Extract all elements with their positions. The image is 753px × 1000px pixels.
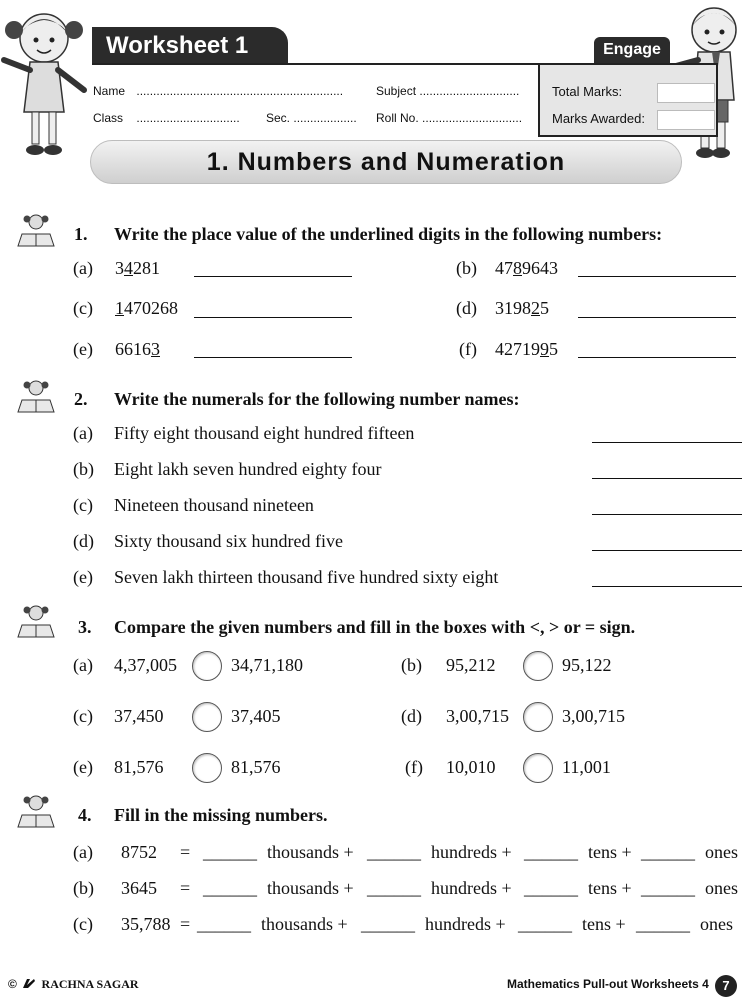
item-label: (f) bbox=[405, 757, 423, 777]
answer-blank[interactable]: ______ bbox=[524, 878, 578, 898]
name-label: Name bbox=[93, 84, 126, 98]
girl-illustration bbox=[0, 0, 90, 165]
item-label: (e) bbox=[73, 339, 93, 359]
answer-blank[interactable]: ______ bbox=[518, 914, 572, 934]
answer-blank[interactable]: ______ bbox=[641, 878, 695, 898]
underlined-digit: 8 bbox=[513, 258, 522, 278]
marks-awarded-slot[interactable] bbox=[657, 110, 715, 130]
book-title: Mathematics Pull-out Worksheets 4 bbox=[507, 977, 709, 991]
left-number: 4,37,005 bbox=[114, 655, 177, 675]
item-label: (f) bbox=[459, 339, 477, 359]
left-number: 37,450 bbox=[114, 706, 164, 726]
number-value: 1470268 bbox=[115, 298, 178, 318]
copyright-symbol: © bbox=[8, 977, 17, 991]
q1-text: Write the place value of the underlined digits in the following numbers: bbox=[114, 224, 663, 244]
equals-sign: = bbox=[180, 842, 191, 862]
marks-box bbox=[538, 63, 718, 137]
right-number: 37,405 bbox=[231, 706, 281, 726]
item-label: (e) bbox=[73, 757, 93, 777]
number-value: 4789643 bbox=[495, 258, 558, 278]
number-name: Eight lakh seven hundred eighty four bbox=[114, 459, 382, 479]
q1-number: 1. bbox=[74, 224, 88, 244]
number-value: 34281 bbox=[115, 258, 160, 278]
compare-circle[interactable] bbox=[523, 753, 553, 783]
answer-blank[interactable]: ______ bbox=[367, 878, 421, 898]
left-number: 95,212 bbox=[446, 655, 496, 675]
publisher-credit bbox=[8, 977, 139, 992]
roll-dots: .............................. bbox=[422, 111, 523, 125]
answer-blank[interactable]: ______ bbox=[524, 842, 578, 862]
girl-reading-icon bbox=[16, 212, 56, 248]
subject-label: Subject bbox=[376, 84, 417, 98]
item-label: (e) bbox=[73, 567, 93, 587]
answer-blank[interactable] bbox=[578, 276, 736, 277]
underlined-digit: 4 bbox=[124, 258, 133, 278]
answer-blank[interactable] bbox=[592, 514, 742, 515]
header-divider bbox=[92, 63, 540, 65]
item-label: (b) bbox=[73, 459, 94, 479]
item-label: (d) bbox=[401, 706, 422, 726]
given-number: 35,788 bbox=[121, 914, 171, 934]
right-number: 81,576 bbox=[231, 757, 281, 777]
q1-item-c bbox=[73, 298, 178, 319]
ones-word: ones bbox=[705, 878, 738, 898]
right-number: 3,00,715 bbox=[562, 706, 625, 726]
item-label: (c) bbox=[73, 706, 93, 726]
item-label: (a) bbox=[73, 655, 93, 675]
page-number: 7 bbox=[715, 975, 737, 997]
compare-circle[interactable] bbox=[192, 753, 222, 783]
left-number: 81,576 bbox=[114, 757, 164, 777]
total-marks-slot[interactable] bbox=[657, 83, 715, 103]
q1-item-f bbox=[459, 339, 558, 360]
sec-field[interactable] bbox=[266, 111, 357, 125]
subject-field[interactable] bbox=[376, 84, 519, 98]
hundreds-word: hundreds + bbox=[425, 914, 506, 934]
hundreds-word: hundreds + bbox=[431, 842, 512, 862]
item-label: (c) bbox=[73, 914, 93, 934]
engage-badge: Engage bbox=[594, 37, 670, 63]
number-name: Nineteen thousand nineteen bbox=[114, 495, 314, 515]
roll-label: Roll No. bbox=[376, 111, 419, 125]
answer-blank[interactable] bbox=[592, 586, 742, 587]
item-label: (c) bbox=[73, 298, 93, 318]
class-label: Class bbox=[93, 111, 124, 125]
number-name: Fifty eight thousand eight hundred fifteen bbox=[114, 423, 415, 443]
publisher-name: RACHNA SAGAR bbox=[41, 977, 139, 991]
subject-dots: .............................. bbox=[419, 84, 520, 98]
answer-blank[interactable] bbox=[194, 357, 352, 358]
number-name: Sixty thousand six hundred five bbox=[114, 531, 343, 551]
compare-circle[interactable] bbox=[192, 651, 222, 681]
hundreds-word: hundreds + bbox=[431, 878, 512, 898]
number-value: 66163 bbox=[115, 339, 160, 359]
girl-reading-icon bbox=[16, 378, 56, 414]
q3-text: Compare the given numbers and fill in the boxes with <, > or = sign. bbox=[114, 617, 636, 637]
publisher-logo-icon bbox=[22, 978, 36, 989]
q1-item-d bbox=[456, 298, 549, 319]
underlined-digit: 9 bbox=[540, 339, 549, 359]
answer-blank[interactable]: ______ bbox=[636, 914, 690, 934]
tens-word: tens + bbox=[588, 878, 632, 898]
name-field[interactable] bbox=[93, 84, 343, 98]
equals-sign: = bbox=[180, 914, 191, 934]
ones-word: ones bbox=[705, 842, 738, 862]
right-number: 95,122 bbox=[562, 655, 612, 675]
answer-blank[interactable]: ______ bbox=[361, 914, 415, 934]
tens-word: tens + bbox=[588, 842, 632, 862]
thousands-word: thousands + bbox=[267, 842, 354, 862]
total-marks-label: Total Marks: bbox=[552, 84, 623, 99]
tens-word: tens + bbox=[582, 914, 626, 934]
thousands-word: thousands + bbox=[261, 914, 348, 934]
given-number: 3645 bbox=[121, 878, 157, 898]
underlined-digit: 2 bbox=[531, 298, 540, 318]
answer-blank[interactable] bbox=[578, 317, 736, 318]
answer-blank[interactable] bbox=[194, 317, 352, 318]
q2-number: 2. bbox=[74, 389, 88, 409]
item-label: (b) bbox=[73, 878, 94, 898]
roll-field[interactable] bbox=[376, 111, 522, 125]
q1-item-b bbox=[456, 258, 558, 279]
number-name: Seven lakh thirteen thousand five hundred sixty eight bbox=[114, 567, 499, 587]
item-label: (a) bbox=[73, 258, 93, 278]
q4-text: Fill in the missing numbers. bbox=[114, 805, 328, 825]
answer-blank[interactable] bbox=[592, 442, 742, 443]
right-number: 11,001 bbox=[562, 757, 611, 777]
worksheet-title: Worksheet 1 bbox=[92, 27, 288, 65]
underlined-digit: 1 bbox=[115, 298, 124, 318]
answer-blank[interactable] bbox=[592, 478, 742, 479]
girl-reading-icon bbox=[16, 793, 56, 829]
item-label: (a) bbox=[73, 423, 93, 443]
equals-sign: = bbox=[180, 878, 191, 898]
right-number: 34,71,180 bbox=[231, 655, 303, 675]
item-label: (b) bbox=[401, 655, 422, 675]
answer-blank[interactable] bbox=[578, 357, 736, 358]
item-label: (c) bbox=[73, 495, 93, 515]
underlined-digit: 3 bbox=[151, 339, 160, 359]
item-label: (d) bbox=[456, 298, 477, 318]
answer-blank[interactable]: ______ bbox=[197, 914, 251, 934]
left-number: 3,00,715 bbox=[446, 706, 509, 726]
answer-blank[interactable]: ______ bbox=[367, 842, 421, 862]
q1-item-a bbox=[73, 258, 160, 279]
q4-number: 4. bbox=[78, 805, 92, 825]
q2-text: Write the numerals for the following number names: bbox=[114, 389, 520, 409]
item-label: (a) bbox=[73, 842, 93, 862]
answer-blank[interactable]: ______ bbox=[203, 842, 257, 862]
compare-circle[interactable] bbox=[523, 651, 553, 681]
left-number: 10,010 bbox=[446, 757, 496, 777]
girl-reading-icon bbox=[16, 603, 56, 639]
answer-blank[interactable]: ______ bbox=[203, 878, 257, 898]
class-dots: ............................... bbox=[136, 111, 240, 125]
answer-blank[interactable] bbox=[592, 550, 742, 551]
sec-label: Sec. bbox=[266, 111, 291, 125]
ones-word: ones bbox=[700, 914, 733, 934]
number-value: 4271995 bbox=[495, 339, 558, 359]
class-field[interactable] bbox=[93, 111, 240, 125]
sec-dots: ................... bbox=[293, 111, 357, 125]
name-dots: .............................................................. bbox=[136, 84, 344, 98]
q1-item-e bbox=[73, 339, 160, 360]
chapter-title: 1. Numbers and Numeration bbox=[90, 140, 682, 184]
item-label: (b) bbox=[456, 258, 477, 278]
answer-blank[interactable] bbox=[194, 276, 352, 277]
number-value: 319825 bbox=[495, 298, 549, 318]
marks-awarded-label: Marks Awarded: bbox=[552, 111, 645, 126]
compare-circle[interactable] bbox=[192, 702, 222, 732]
thousands-word: thousands + bbox=[267, 878, 354, 898]
answer-blank[interactable]: ______ bbox=[641, 842, 695, 862]
item-label: (d) bbox=[73, 531, 94, 551]
given-number: 8752 bbox=[121, 842, 157, 862]
q3-number: 3. bbox=[78, 617, 92, 637]
compare-circle[interactable] bbox=[523, 702, 553, 732]
